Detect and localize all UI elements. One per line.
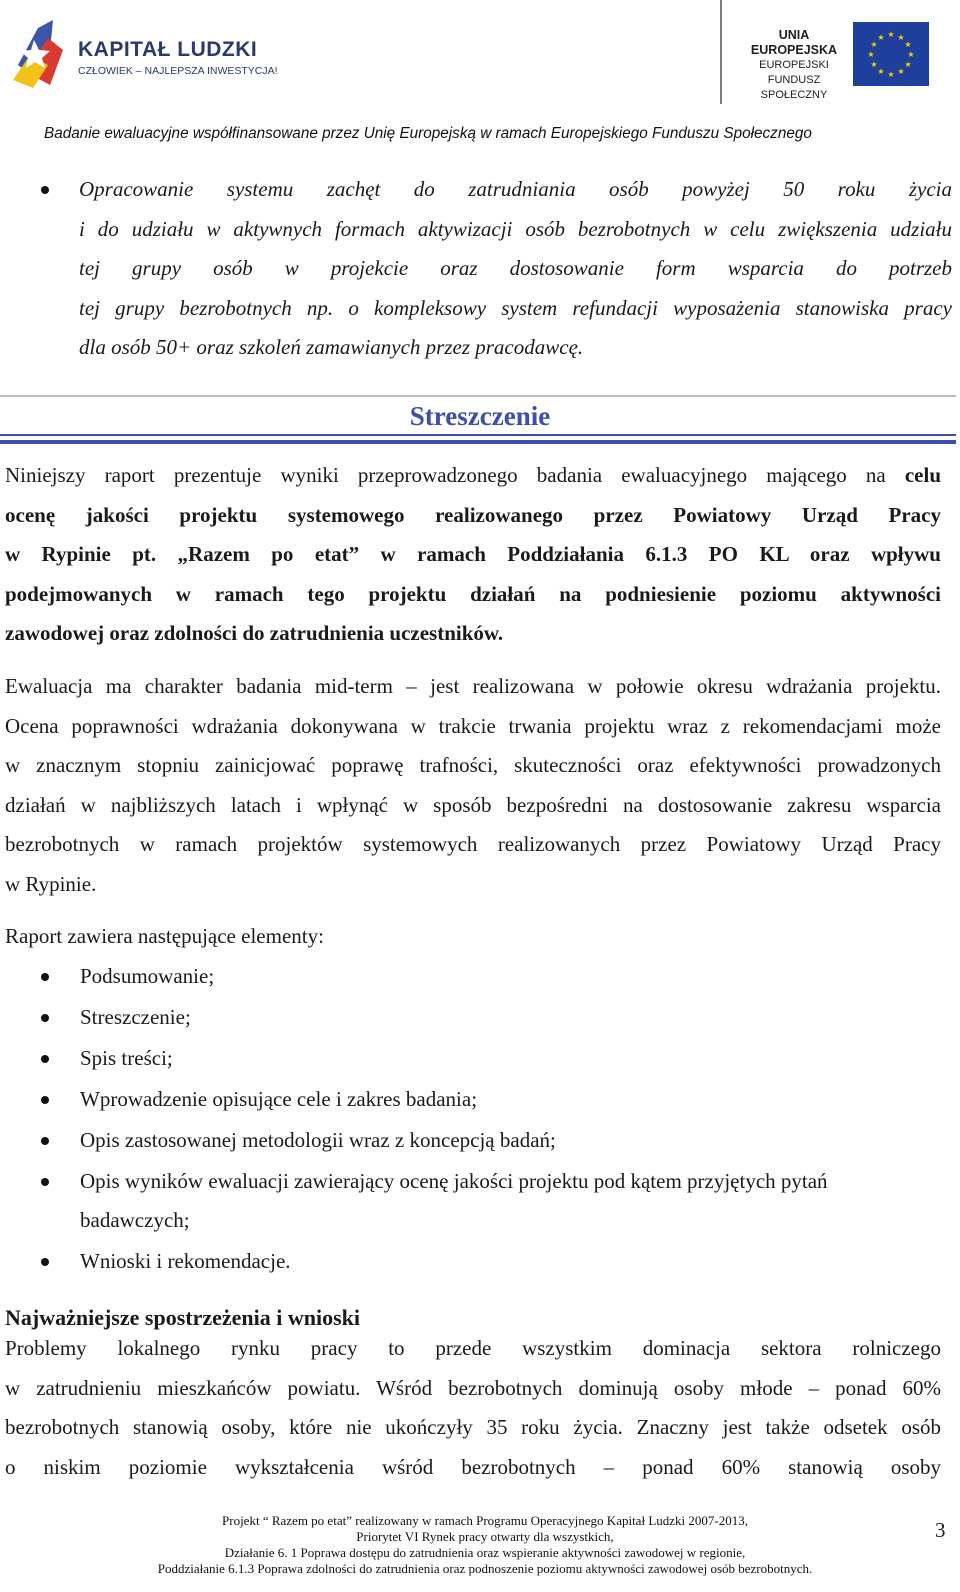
footer-line: Projekt “ Razem po etat” realizowany w ramach Programu Operacyjnego Kapitał Ludzki 2007-2013, bbox=[222, 1513, 748, 1528]
paragraph-line: bezrobotnych stanowią osoby, które nie ukończyły 35 roku życia. Znaczny jest także odsetek osób bbox=[5, 1415, 941, 1439]
svg-text:★: ★ bbox=[877, 33, 885, 42]
bullet-icon bbox=[41, 1258, 49, 1266]
svg-text:★: ★ bbox=[897, 67, 905, 76]
heading-rule-bottom-thin bbox=[0, 434, 956, 436]
list-item: Opis wyników ewaluacji zawierający ocenę jakości projektu pod kątem przyjętych pytań bbox=[80, 1169, 828, 1193]
paragraph-line: bezrobotnych w ramach projektów systemowych realizowanych przez Powiatowy Urząd Pracy bbox=[5, 832, 941, 856]
list-item-continuation: badawczych; bbox=[80, 1208, 190, 1232]
footer-line: Poddziałanie 6.1.3 Poprawa zdolności do zatrudnienia oraz podnoszenie poziomu aktywności zawodowej osób bezrobotnych. bbox=[157, 1561, 813, 1576]
svg-text:★: ★ bbox=[897, 33, 905, 42]
svg-text:★: ★ bbox=[870, 40, 878, 49]
page-number: 3 bbox=[935, 1518, 946, 1542]
paragraph-line: Ewaluacja ma charakter badania mid-term – jest realizowana w połowie okresu wdrażania projektu. bbox=[5, 674, 941, 698]
svg-text:★: ★ bbox=[870, 60, 878, 69]
eu-line-2: EUROPEJSKI bbox=[759, 59, 829, 71]
intro-line: i do udziału w aktywnych formach aktywizacji osób bezrobotnych w celu zwiększenia udziału bbox=[79, 216, 952, 241]
svg-text:★: ★ bbox=[877, 67, 885, 76]
list-item: Podsumowanie; bbox=[80, 964, 215, 988]
footer-line: Priorytet VI Rynek pracy otwarty dla wszystkich, bbox=[356, 1529, 614, 1544]
bullet-icon bbox=[41, 1178, 49, 1186]
intro-line: Opracowanie systemu zachęt do zatrudniania osób powyżej 50 roku życia bbox=[79, 177, 952, 201]
eu-line-1: UNIA EUROPEJSKA bbox=[750, 28, 838, 57]
paragraph-line: w Rypinie pt. „Razem po etat” w ramach Poddziałania 6.1.3 PO KL oraz wpływu bbox=[5, 542, 941, 566]
intro-bullet-text bbox=[79, 170, 952, 368]
paragraph-line: działań w najbliższych latach i wpłynąć w sposób bezpośredni na dostosowanie zakresu wsparcia bbox=[5, 792, 941, 817]
paragraph-line: Ocena poprawności wdrażania dokonywana w trakcie trwania projektu wraz z rekomendacjami może bbox=[5, 713, 941, 738]
header-caption: Badanie ewaluacyjne współfinansowane przez Unię Europejską w ramach Europejskiego Funduszu Społecznego bbox=[44, 125, 812, 142]
report-intro: Raport zawiera następujące elementy: bbox=[5, 924, 324, 948]
paragraph-line: Problemy lokalnego rynku pracy to przede wszystkim dominacja sektora rolniczego bbox=[5, 1336, 941, 1360]
paragraph-line: w znacznym stopniu zainicjować poprawę trafności, skuteczności oraz efektywności prowadzonych bbox=[5, 753, 941, 777]
paragraph-line: w Rypinie. bbox=[5, 871, 97, 896]
eu-flag-icon bbox=[853, 22, 929, 86]
intro-line: tej grupy bezrobotnych np. o kompleksowy system refundacji wyposażenia stanowiska pracy bbox=[79, 295, 952, 320]
footer-line: Działanie 6. 1 Poprawa dostępu do zatrudnienia oraz wspieranie aktywności zawodowej w regionie, bbox=[224, 1545, 746, 1560]
list-item: Wnioski i rekomendacje. bbox=[80, 1249, 291, 1273]
bullet-icon bbox=[41, 1055, 49, 1063]
list-item: Opis zastosowanej metodologii wraz z koncepcją badań; bbox=[80, 1128, 556, 1152]
findings-paragraph bbox=[5, 1329, 941, 1487]
bullet-icon bbox=[41, 1014, 49, 1022]
header-divider bbox=[720, 0, 722, 104]
bullet-icon bbox=[41, 1096, 49, 1104]
intro-line: dla osób 50+ oraz szkoleń zamawianych przez pracodawcę. bbox=[79, 335, 584, 359]
paragraph-line: o niskim poziomie wykształcenia wśród bezrobotnych – ponad 60% stanowią osoby bbox=[5, 1454, 941, 1479]
svg-text:★: ★ bbox=[907, 50, 915, 59]
paragraph-line: ocenę jakości projektu systemowego realizowanego przez Powiatowy Urząd Pracy bbox=[5, 502, 941, 527]
intro-line: tej grupy osób w projekcie oraz dostosowanie form wsparcia do potrzeb bbox=[79, 256, 952, 280]
svg-text:★: ★ bbox=[887, 30, 895, 39]
kl-subtitle: CZŁOWIEK – NAJLEPSZA INWESTYCJA! bbox=[78, 65, 278, 77]
list-item: Spis treści; bbox=[80, 1046, 173, 1070]
page-footer bbox=[100, 1513, 870, 1577]
para1-line1-text: Niniejszy raport prezentuje wyniki przeprowadzonego badania ewaluacyjnego mającego na bbox=[5, 463, 905, 487]
paragraph-line: w zatrudnieniu mieszkańców powiatu. Wśród bezrobotnych dominują osoby młode – ponad 60% bbox=[5, 1375, 941, 1400]
findings-heading: Najważniejsze spostrzeżenia i wnioski bbox=[5, 1305, 361, 1330]
bullet-icon bbox=[41, 973, 49, 981]
bullet-icon bbox=[41, 1137, 49, 1145]
heading-rule-bottom-thick bbox=[0, 440, 956, 444]
svg-text:★: ★ bbox=[887, 70, 895, 79]
para1-line1-bold: celu bbox=[904, 463, 941, 487]
svg-text:★: ★ bbox=[867, 50, 875, 59]
summary-paragraph bbox=[5, 456, 941, 654]
svg-text:★: ★ bbox=[904, 40, 912, 49]
list-item: Wprowadzenie opisujące cele i zakres badania; bbox=[80, 1087, 478, 1111]
kl-title: KAPITAŁ LUDZKI bbox=[78, 38, 258, 61]
paragraph-line: zawodowej oraz zdolności do zatrudnienia uczestników. bbox=[5, 621, 504, 645]
page-header bbox=[0, 0, 960, 150]
evaluation-paragraph bbox=[5, 667, 941, 904]
section-title: Streszczenie bbox=[409, 401, 551, 431]
paragraph-line bbox=[5, 456, 941, 496]
svg-text:★: ★ bbox=[904, 60, 912, 69]
list-item: Streszczenie; bbox=[80, 1005, 191, 1029]
paragraph-line: podejmowanych w ramach tego projektu działań na podniesienie poziomu aktywności bbox=[5, 581, 941, 606]
eu-line-3: FUNDUSZ SPOŁECZNY bbox=[760, 74, 828, 101]
eu-fund-label bbox=[738, 28, 850, 103]
bullet-icon bbox=[41, 186, 49, 194]
